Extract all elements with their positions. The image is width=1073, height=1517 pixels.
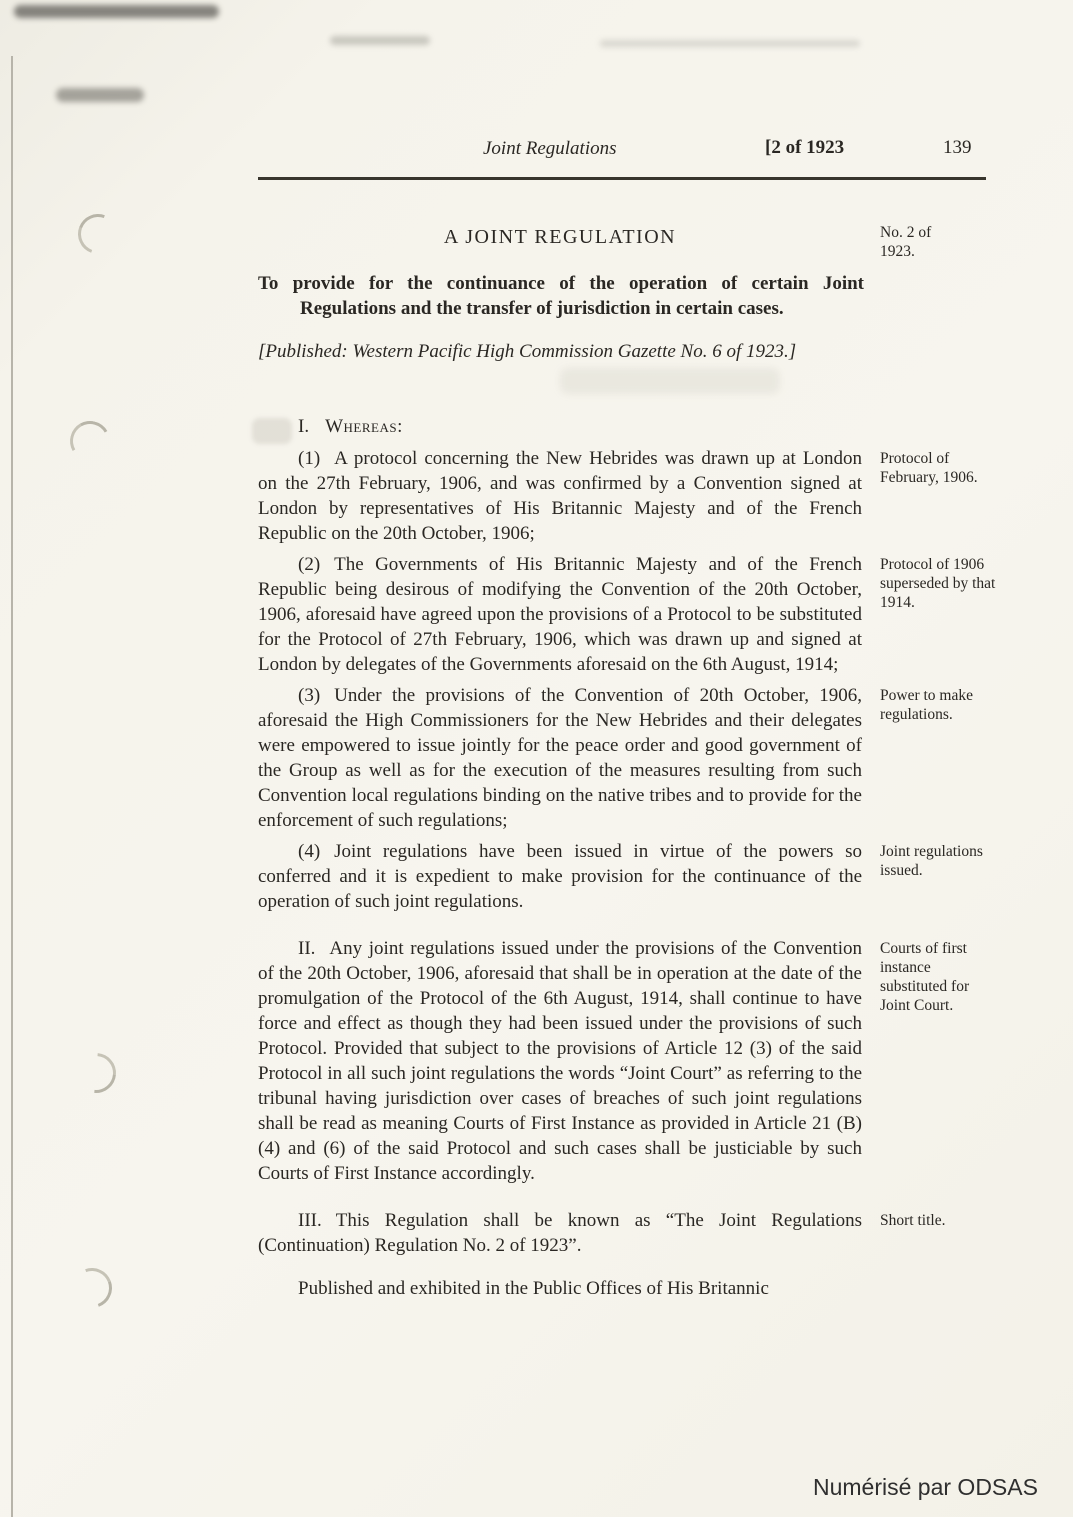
paragraph-block-4 <box>258 839 983 914</box>
scan-smudge <box>56 88 144 102</box>
digitization-watermark: Numérisé par ODSAS <box>813 1474 1038 1500</box>
paragraph-number: (2) <box>298 554 321 575</box>
scan-smudge <box>560 368 780 394</box>
margin-note: Courts of first instance substituted for Joint Court. <box>880 940 970 1014</box>
running-header-title: Joint Regulations <box>483 138 617 159</box>
paragraph-body: The Governments of His Britannic Majesty and of the French Republic being desirous of modifying the Convention of the 20th October, 1906, aforesaid have agreed upon the provisions of a Protocol to be substituted for the Protocol of 27th February, 1906, which was drawn up and signed at London by delegates of the Governments aforesaid on the 6th August, 1914; <box>258 554 862 675</box>
margin-note: Protocol of 1906 superseded by that 1914. <box>880 556 996 611</box>
paragraph-body: This Regulation shall be known as “The Joint Regulations (Continuation) Regulation No. 2 of 1923”. <box>258 1210 862 1256</box>
section-block-II <box>258 936 970 1186</box>
paragraph-block-2 <box>258 552 996 677</box>
paragraph-number: (1) <box>298 448 321 469</box>
paragraph-text <box>258 552 862 677</box>
document-title: A JOINT REGULATION <box>443 226 677 248</box>
margin-note: Protocol of February, 1906. <box>880 450 978 486</box>
margin-note-regulation-number: No. 2 of 1923. <box>880 224 932 260</box>
scan-smudge <box>330 36 430 45</box>
published-line: [Published: Western Pacific High Commission Gazette No. 6 of 1923.] <box>258 341 797 362</box>
paragraph-block-1 <box>258 446 978 546</box>
paragraph-number: (3) <box>298 685 321 706</box>
header-rule <box>258 177 986 180</box>
paragraph-body: A protocol concerning the New Hebrides was drawn up at London on the 27th February, 1906, and was confirmed by a Convention signed at London by representatives of His Britannic Majesty and of the French Republic on the 20th October, 1906; <box>258 448 862 544</box>
punch-hole <box>66 417 115 466</box>
punch-hole <box>71 207 124 260</box>
page-edge-line <box>11 56 13 1517</box>
paragraph-body: Under the provisions of the Convention of 20th October, 1906, aforesaid the High Commissioners for the New Hebrides and their delegates were empowered to issue jointly for the peace order and good government of the Group as well as for the execution of the measures resulting from such Convention local regulations binding on the native tribes and to provide for the enforcement of such regulations; <box>258 685 862 831</box>
margin-note: Power to make regulations. <box>880 687 973 723</box>
page-number: 139 <box>943 137 972 158</box>
margin-note: Short title. <box>880 1212 946 1229</box>
paragraph-text <box>258 446 862 546</box>
scan-smudge <box>600 40 860 47</box>
paragraph-number: (4) <box>298 841 321 862</box>
paragraph-text <box>258 839 862 914</box>
running-header-regulation-ref: [2 of 1923 <box>765 137 845 158</box>
paragraph-text <box>258 936 862 1186</box>
paragraph-text <box>258 1208 862 1258</box>
scan-smudge <box>14 5 219 18</box>
section-numeral: III. <box>298 1210 322 1231</box>
paragraph-block-3 <box>258 683 973 833</box>
paragraph-body: Joint regulations have been issued in virtue of the powers so conferred and it is expedient to make provision for the continuance of the operation of such joint regulations. <box>258 841 862 912</box>
punch-hole <box>65 1261 118 1314</box>
document-subtitle: To provide for the continuance of the operation of certain Joint Regulations and the transfer of jurisdiction in certain cases. <box>258 273 864 319</box>
document-body <box>258 414 996 1301</box>
margin-note: Joint regulations issued. <box>880 843 983 879</box>
section-heading-text: Whereas: <box>325 416 403 437</box>
paragraph-body: Any joint regulations issued under the provisions of the Convention of the 20th October, 1906, aforesaid that shall be in operation at the date of the promulgation of the Protocol of the 6th August, 1914, shall continue to have force and effect as though they had been issued under the provisions of such Protocol. Provided that subject to the provisions of Article 12 (3) of the said Protocol in all such joint regulations the words “Joint Court” as referring to the tribunal having jurisdiction over cases of breaches of such joint regulations shall be read as meaning Courts of First Instance as provided in Article 21 (B) (4) and (6) of the said Protocol and such cases shall be justiciable by such Courts of First Instance accordingly. <box>258 938 862 1184</box>
section-numeral: II. <box>298 938 316 959</box>
paragraph-text <box>258 683 862 833</box>
punch-hole <box>68 1045 124 1101</box>
section-heading-whereas <box>258 414 862 439</box>
section-block-III <box>258 1208 946 1258</box>
section-numeral: I. <box>298 416 310 437</box>
closing-paragraph: Published and exhibited in the Public Offices of His Britannic <box>298 1278 769 1299</box>
